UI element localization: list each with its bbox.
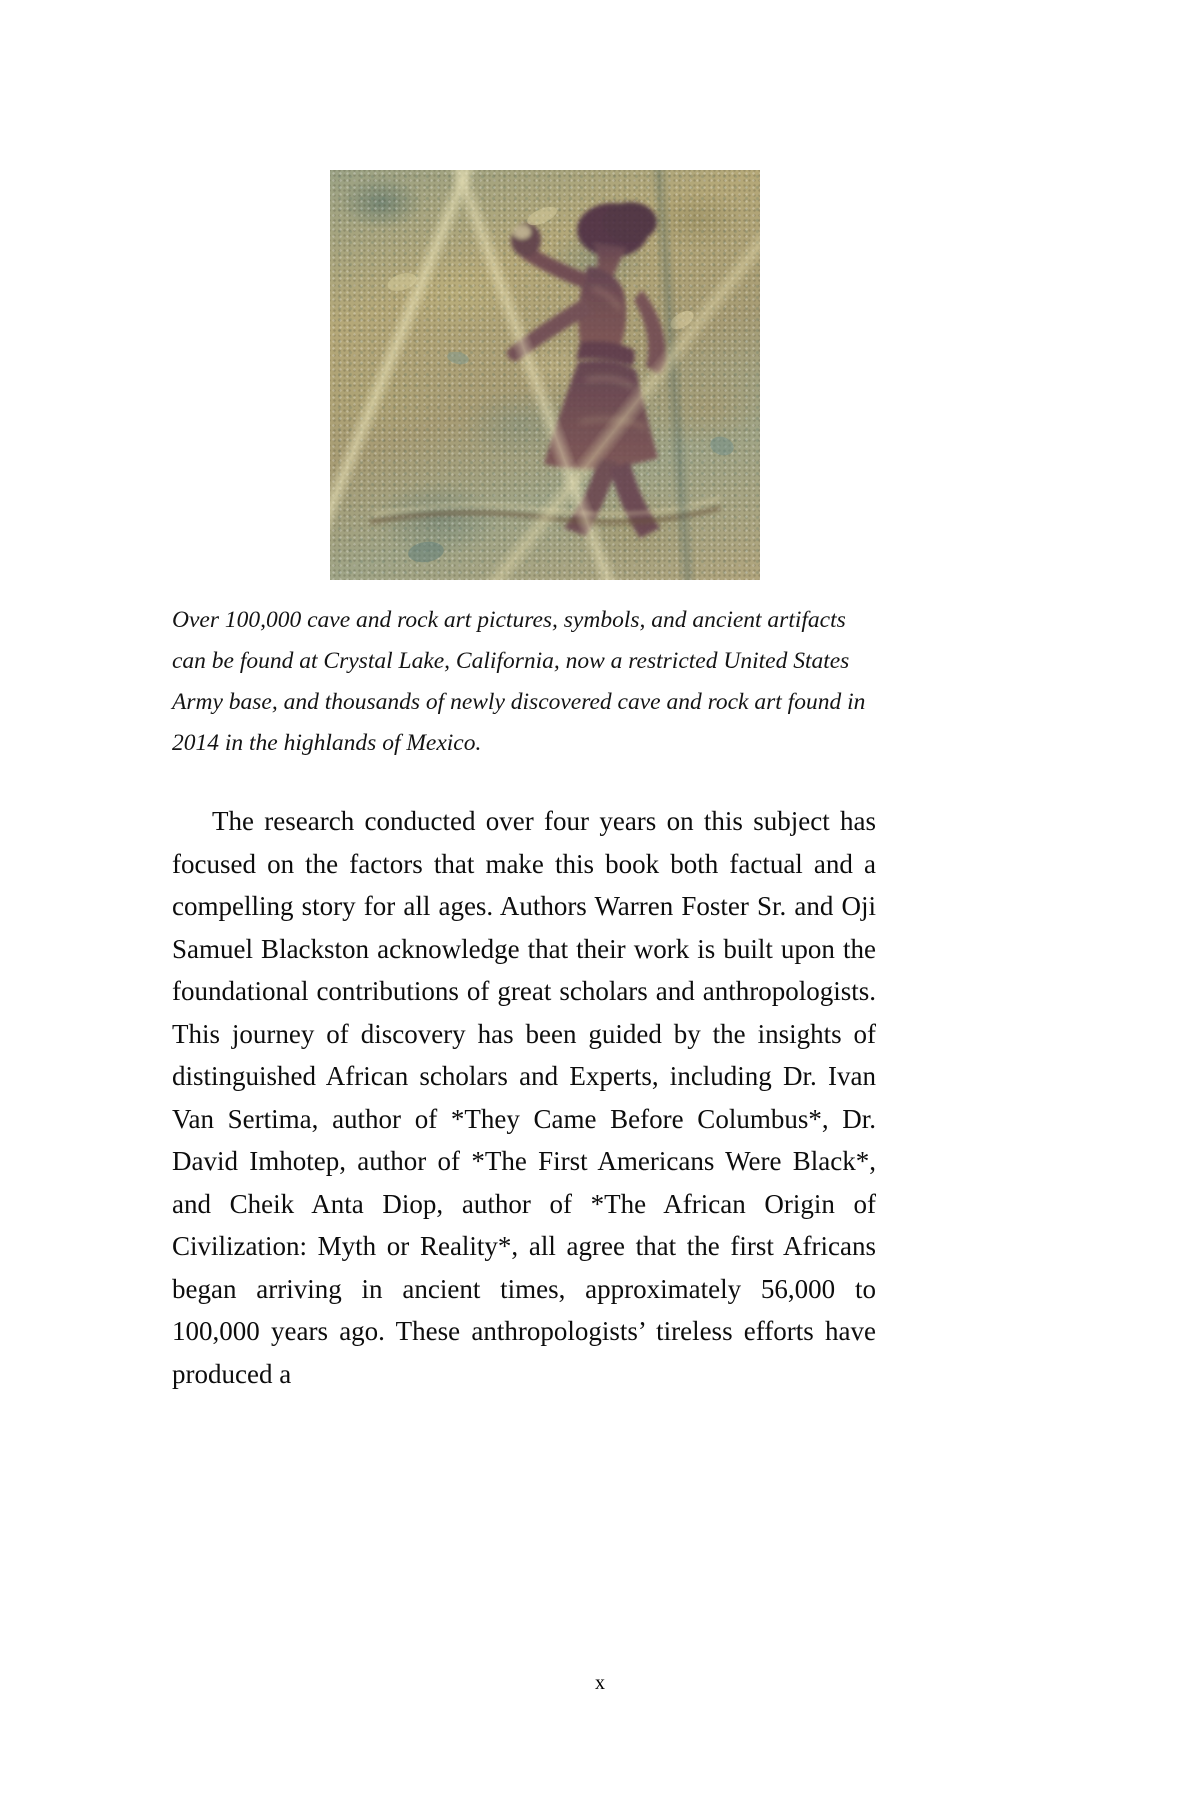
figure-rock-art bbox=[330, 170, 760, 580]
body-paragraph: The research conducted over four years on this subject has focused on the factors that make this book both factual and a compelling story for all ages. Authors Warren Foster Sr. and Oji Samuel Blackston acknowledge that their work is built upon the foundational contributions of great scholars and anthropologists. This journey of discovery has been guided by the insights of distinguished African scholars and Experts, including Dr. Ivan Van Sertima, author of *They Came Before Columbus*, Dr. David Imhotep, author of *The First Americans Were Black*, and Cheik Anta Diop, author of *The African Origin of Civilization: Myth or Reality*, all agree that the first Africans began arriving in ancient times, approximately 56,000 to 100,000 years ago. These anthropologists’ tireless efforts have produced a bbox=[172, 806, 876, 1389]
page-number: x bbox=[595, 1672, 605, 1694]
pictograph-figure-icon bbox=[330, 170, 760, 580]
rock-art-image bbox=[330, 170, 760, 580]
figure-caption: Over 100,000 cave and rock art pictures, symbols, and ancient artifacts can be found at Crystal Lake, California, now a restricted United States Army base, and thousands of newly discovered cave and rock art found in 2014 in the highlands of Mexico. bbox=[172, 607, 866, 756]
